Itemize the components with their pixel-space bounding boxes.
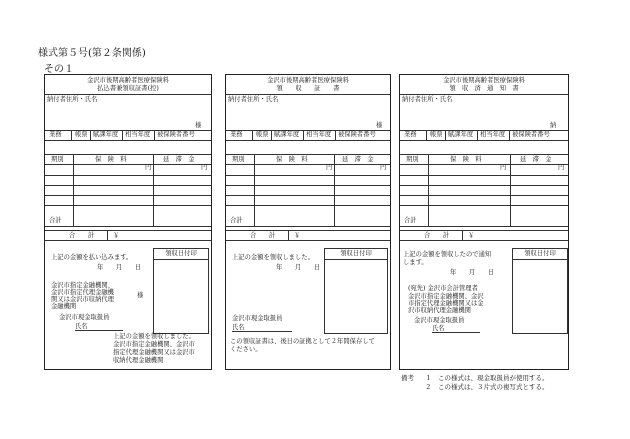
- col-kibetsu: 期別: [406, 156, 419, 163]
- body-date: 年 月 日: [97, 264, 142, 271]
- form-org: 金沢市後期高齢者医療保険料: [443, 77, 525, 84]
- body-line-1: 上記の金額を領収したので通知: [403, 251, 492, 258]
- yen-unit-1: 円: [326, 164, 333, 171]
- cash-handler: 金沢市現金取扱員: [232, 315, 283, 322]
- total-label: 合 計: [250, 232, 276, 239]
- bank-line-1: 金沢市指定金融機関、金沢: [408, 293, 484, 300]
- col-hokenryo: 保 険 料: [450, 156, 482, 163]
- remark-item-1: １ この様式は、現金取扱員が使用する。: [425, 374, 549, 382]
- subtotal-label: 合計: [230, 217, 243, 224]
- form-org: 金沢市後期高齢者医療保険料: [267, 77, 349, 84]
- sama-label: 様: [376, 122, 383, 129]
- bank-line-4: 金融機関: [51, 303, 77, 310]
- receipt-line-2: 金沢市指定金融機関、金沢市: [113, 341, 195, 348]
- total-yen: ￥: [294, 232, 301, 239]
- remark-item-2: ２ この様式は、３片式の複写式とする。: [425, 383, 549, 391]
- yen-unit-2: 円: [380, 164, 387, 171]
- body-date: 年 月 日: [450, 269, 495, 276]
- col-kibetsu: 期別: [51, 156, 64, 163]
- payer-label: 納付者住所・氏名: [228, 96, 279, 103]
- cell-soto: 相当年度: [125, 131, 151, 138]
- col-entaikin: 延 滞 金: [163, 156, 195, 163]
- receipt-stamp-box: [153, 248, 209, 334]
- remarks-label: 備考: [401, 374, 414, 382]
- stamp-label: 領収日付印: [165, 250, 197, 257]
- total-label: 合 計: [69, 232, 95, 239]
- bank-line-3: 沢市収納代理金融機関: [408, 307, 471, 314]
- cell-gyomu: 業務: [404, 131, 417, 138]
- yen-unit-2: 円: [201, 164, 208, 171]
- bank-line-1: 金沢市指定金融機関、: [51, 282, 114, 289]
- receipt-line-4: 収納代理金融機関: [113, 357, 164, 364]
- receipt-line-1: 上記の金額を領収しました。: [113, 333, 195, 340]
- sama-label: 様: [195, 122, 202, 129]
- subtotal-label: 合計: [49, 217, 62, 224]
- yen-unit-1: 円: [145, 164, 152, 171]
- receipt-stamp-box: [324, 248, 388, 334]
- cell-chohyo: 帳票: [75, 131, 88, 138]
- cell-soto: 相当年度: [480, 131, 506, 138]
- col-entaikin: 延 滞 金: [520, 156, 552, 163]
- name-label: 氏名: [232, 324, 245, 331]
- cell-fuka: 賦課年度: [274, 131, 300, 138]
- form-title: 領 収 済 通 知 書: [449, 85, 519, 92]
- receipt-stamp-box: [512, 248, 568, 334]
- payer-label: 納付者住所・氏名: [47, 96, 98, 103]
- cell-hihoken: 被保険者番号: [157, 131, 195, 138]
- subtotal-label: 合計: [404, 217, 417, 224]
- form-title: 払込書兼領収証書(控): [97, 85, 159, 92]
- payer-label: 納付者住所・氏名: [402, 96, 453, 103]
- yen-unit-1: 円: [500, 164, 507, 171]
- bank-line-2: 市指定代理金融機関又は金: [408, 300, 484, 307]
- note-line-2: ください。: [230, 346, 262, 353]
- col-hokenryo: 保 険 料: [95, 156, 127, 163]
- receipt-line-3: 指定代理金融機関又は金沢市: [113, 349, 195, 356]
- col-kibetsu: 期別: [232, 156, 245, 163]
- form-org: 金沢市後期高齢者医療保険料: [87, 77, 169, 84]
- col-entaikin: 延 滞 金: [342, 156, 374, 163]
- yen-unit-2: 円: [558, 164, 565, 171]
- cell-chohyo: 帳票: [256, 131, 269, 138]
- cell-gyomu: 業務: [49, 131, 62, 138]
- form-receipt-notice: [399, 74, 569, 370]
- body-line-2: します。: [403, 259, 428, 266]
- cell-hihoken: 被保険者番号: [338, 131, 376, 138]
- form-title: 領 収 証 書: [276, 85, 340, 92]
- cash-handler: 金沢市現金取扱員: [59, 314, 110, 321]
- cell-chohyo: 帳票: [430, 131, 443, 138]
- bank-line-2: 金沢市指定代理金融機: [51, 289, 114, 296]
- body-line-1: 上記の金額を払い込みます。: [51, 254, 133, 261]
- total-label: 合 計: [424, 232, 450, 239]
- bank-sama: 様: [137, 292, 144, 299]
- cell-gyomu: 業務: [230, 131, 243, 138]
- name-label: 氏名: [432, 325, 445, 332]
- cell-hihoken: 被保険者番号: [512, 131, 550, 138]
- name-label: 氏名: [75, 323, 88, 330]
- total-yen: ￥: [113, 232, 120, 239]
- cell-fuka: 賦課年度: [448, 131, 474, 138]
- stamp-label: 領収日付印: [524, 250, 556, 257]
- body-line-1: 上記の金額を領収しました。: [232, 254, 314, 261]
- cash-handler: 金沢市現金取扱員: [414, 317, 465, 324]
- cell-fuka: 賦課年度: [93, 131, 119, 138]
- col-hokenryo: 保 険 料: [276, 156, 308, 163]
- addressee-line: (宛先) 金沢市会計管理者: [408, 285, 478, 292]
- form-receipt: [225, 74, 391, 370]
- body-date: 年 月 日: [276, 264, 321, 271]
- form-number-label: 様式第５号(第２条関係): [38, 48, 146, 59]
- cell-soto: 相当年度: [306, 131, 332, 138]
- form-payment-slip: [44, 74, 212, 370]
- sama-label: 納: [550, 122, 557, 129]
- stamp-label: 領収日付印: [340, 250, 372, 257]
- total-yen: ￥: [468, 232, 475, 239]
- part-label: その１: [44, 64, 74, 75]
- bank-line-3: 関又は金沢市収納代理: [51, 296, 114, 303]
- note-line-1: この領収証書は、後日の証拠として２年間保存して: [230, 338, 375, 345]
